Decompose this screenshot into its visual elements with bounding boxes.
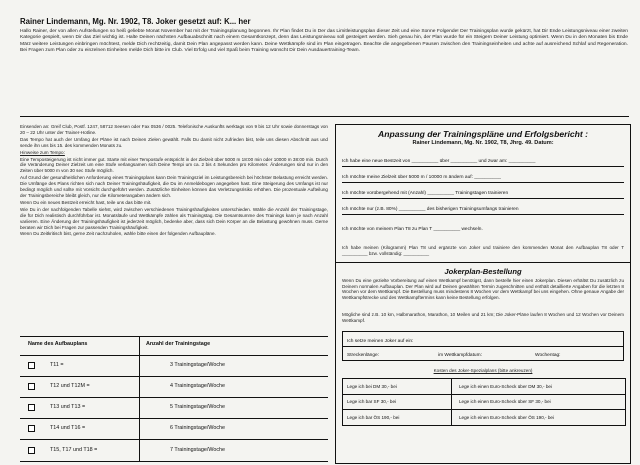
checkbox[interactable] <box>28 362 35 369</box>
instructions-paragraph: Eine Temposteigerung ist nicht immer gut. Starte mit einer Tempostufe entspricht in der Zielzeit über 5000 m 18:00 min oder 10000 m 38:00 min. Durch die Veränderung Deiner Zielzeit um eine Stufe verlangsamen sich Deine Tempi um ca. 2 bis 4 Sekunden pro Kilometer. Änderungen sind nur in den Zeiten über 5000 m von 30 sec Stufe möglich. <box>20 156 328 174</box>
instructions-paragraph: Auf Grund der gesundheitlichen Anforderung eines Trainingsplans kann Dein Trainingsziel im Leistungsbereich bei höchster Belastung erreicht werden. Die Umfänge des Plans richten sich nach Deiner Trainingshäufigkeit, die Du im Anmeldebogen angegeben hast. Eine Steigerung des Umfangs ist nur bedingt möglich und sollte mit Vorsicht durchgeführt werden. Zusätzliche Einheiten können das Verletzungsrisiko erhöhen. Die prozentuale Aufteilung der Trainingsbereiche bleibt gleich, nur die Kilometerangaben ändern sich. <box>20 175 328 198</box>
trainingstage-field[interactable] <box>342 185 624 199</box>
plan-name: T15, T17 und T18 = <box>50 447 98 453</box>
intro-text: Hallo Rainer, der von allen Aufstellungen so heiß geliebte Monat November hat mit der Trainingsplanung begonnen. Ihr Plan findet Du in Der das Limitleistungsplan dieser Zeit und eine Sonne Folgende! Der Trainingsplan wurde gekürzt, hat Dir Ende Leistungsniveau einer zweiten Kategorie gespielt, wenn Dir das Ziel wichtig ist. Halte Deinen nächsten Aufbauabschnitt nach einem Gesamtkonzept, denn das Leistungsniveau soll gesteigert werden. Sieh genau hin, der Plan wurde für ein Steigern Deiner Leistung optimiert. Wenn Du in den Monaten bis Ende März weitere Leistungen einbringen möchtest, melde Dich rechtzeitig, damit Dein Plan angepasst werden kann. Deine Wettkämpfe sind im Plan eingetragen. Beachte die angegebenen Pausen zwischen den Trainingseinheiten und achte auf ausreichend Schlaf und Regeneration. Bei Fragen zum Plan oder zu einzelnen Einheiten melde Dich bitte im Club. Viel Erfolg und viel Spaß beim Training wünscht Dir Dein Ausdauertraining-Team. <box>20 29 628 53</box>
order-option-cash[interactable]: Lege ich bei DM 30,- bei <box>347 384 397 389</box>
order-option-cheque[interactable]: Lege ich einen Euro-Scheck über ÖS 190,- bei <box>459 415 554 420</box>
cost-section-label: Kosten des Joker-Spezialplans (bitte ankreuzen) <box>433 368 533 373</box>
plan-change-field[interactable] <box>342 221 624 234</box>
checkbox[interactable] <box>28 447 35 454</box>
plan-days: 6 Trainingstage/Woche <box>170 425 226 431</box>
field-label: Ich möchte meine Zielzeit über 5000 m / 10000 m ändern auf: __________ <box>342 175 501 180</box>
joker-details-field[interactable] <box>342 346 624 361</box>
field-label: Ich setze meinen Joker auf ein: <box>347 339 414 344</box>
joker-title: Jokerplan-Bestellung <box>444 267 522 276</box>
plan-name: T14 und T16 = <box>50 425 86 431</box>
adjustment-form <box>335 124 631 464</box>
instructions-paragraph: Einsenden an: Greif Club, Postf. 1247, 58712 Seesen oder Fax 0536 / 0025. Telefonische Auskunfts werktags von 9 bis 12 Uhr sowie donnerstags von 20 – 22 Uhr unter der Trainer-Hotline. <box>20 124 328 135</box>
order-option-cheque[interactable]: Lege ich einen Euro-Scheck über DM 30,- bei <box>459 384 552 389</box>
checkbox[interactable] <box>28 404 35 411</box>
joker-used-field[interactable]: Ich habe meinen (Kilogramm) Plan T8 und ergänzte von Joker und trainiere den kommenden Monat den Aufbauplan T8 oder T __________ bzw. vollständig: __________ <box>342 245 624 256</box>
field-label: Ich möchte nur (z.B. 80%) __________ des bisherigen Trainingsumfangs trainieren <box>342 207 519 212</box>
column-header-plan: Name des Aufbauplans <box>28 341 88 347</box>
zielzeit-field[interactable] <box>342 169 624 183</box>
bestzeit-field[interactable] <box>342 153 624 167</box>
checkbox[interactable] <box>28 425 35 432</box>
divider <box>336 262 630 263</box>
plan-name: T13 und T13 = <box>50 404 86 410</box>
field-label: Ich möchte von meinem Plan T8 zu Plan T __________ wechseln. <box>342 227 483 232</box>
field-label: im Wettkampfdatum: <box>438 353 482 358</box>
field-label: Wochentag: <box>535 353 561 358</box>
table-row <box>20 418 328 438</box>
plan-days: 4 Trainingstage/Woche <box>170 383 226 389</box>
order-option-cheque[interactable]: Lege ich einen Euro-Scheck über SF 30,- bei <box>459 399 551 404</box>
umfang-field[interactable] <box>342 201 624 215</box>
instructions-heading: Hinweise zum Tempo: <box>20 149 65 155</box>
instructions-paragraph: Das Tempo hat auch der Umfang der Pläne ist nach Deinen Zielen gewählt. Falls Du damit nicht zufrieden bist, teile uns diesen Abschnitt aus und sende ihn uns bis 15. des kommenden Monats zu. <box>20 136 328 148</box>
table-row <box>20 439 328 462</box>
instructions-column <box>20 124 328 238</box>
plan-days: 7 Trainingstage/Woche <box>170 447 226 453</box>
table-header <box>20 336 328 356</box>
plan-days: 3 Trainingstage/Woche <box>170 362 226 368</box>
joker-note: Mögliche sind z.B. 10 km, Halbmarathon, Marathon, 10 Meilen und 21 km; Die Joker-Pläne laufen 8 Wochen und 12 Wochen vor Deinem Wettkampf. <box>342 312 624 323</box>
frequency-table <box>20 336 328 462</box>
plan-name: T12 und T12M = <box>50 383 90 389</box>
order-option-cash[interactable]: Lege ich bar SF 30,- bei <box>347 399 397 404</box>
field-label: Streckenlänge: <box>347 353 379 358</box>
order-row <box>342 410 626 426</box>
joker-text: Wenn Du eine gezielte Vorbereitung auf einen Wettkampf benötigst, dann bestelle hier einen Jokerplan. Diesen erhältst Du zusätzlich zu Deinem normalen Aufbauplan. Der Plan wird auf Deinen gewählten Termin zugeschnitten und enthält detaillierte Angaben für die letzten 8 Wochen vor dem Wettkampf. Die Bestellung muss mindestens 8 Wochen vor dem Wettkampf bei uns eingehen. Ohne genaue Angabe der Wettkampfstrecke und des Wettkampftermins kann keine Bestellung erfolgen. <box>342 278 624 300</box>
form-title: Anpassung der Trainingspläne und Erfolgsbericht : <box>378 129 588 139</box>
checkbox[interactable] <box>28 383 35 390</box>
page-title: Rainer Lindemann, Mg. Nr. 1902, T8. Joker gesetzt auf: K... her <box>20 17 251 26</box>
table-row <box>20 376 328 396</box>
order-option-cash[interactable]: Lege ich bar ÖS 190,- bei <box>347 415 400 420</box>
divider <box>20 116 629 117</box>
form-subtitle: Rainer Lindemann, Mg. Nr. 1902, T8, Jhrg. 49. Datum: <box>412 140 554 146</box>
field-label: Ich habe eine neue Bestzeit von __________ über __________ und zwar am: __________ <box>342 159 536 164</box>
field-label: Ich möchte vorübergehend mit (Anzahl) __________ Trainingstagen trainieren <box>342 191 509 196</box>
joker-target-field[interactable] <box>342 331 624 347</box>
order-row <box>342 378 626 395</box>
plan-days: 5 Trainingstage/Woche <box>170 404 226 410</box>
column-header-days: Anzahl der Trainingstage <box>146 341 211 347</box>
table-row <box>20 355 328 375</box>
order-row <box>342 394 626 410</box>
plan-name: T11 = <box>50 362 64 368</box>
table-row <box>20 397 328 417</box>
instructions-paragraph: Wie Du in der nachfolgenden Tabelle siehst, wird zwischen verschiedenen Trainingshäufigkeiten unterschieden. Wähle die Anzahl der Trainingstage, die für Dich realistisch durchführbar ist. Monatsläufe und Wettkämpfe zählen als Trainingstag. Die Gesamtsumme des Trainings kann je nach Anzahl variieren. Eine Änderung der Trainingshäufigkeit ist jederzeit möglich, bedenke aber, dass sich Dein Körper an die Belastung gewöhnen muss. Gerne beraten wir Dich bei Fragen zur passenden Trainingshäufigkeit. <box>20 206 328 230</box>
instructions-paragraph: Wenn Du Zeitkritisch bist, gerne Zeit nachzuholen, wähle bitte einen der folgenden Aufbaupläne. <box>20 231 216 237</box>
instructions-paragraph: Wenn Du ein neues Bestzeit erreicht hast, teile uns das bitte mit. <box>20 199 152 205</box>
